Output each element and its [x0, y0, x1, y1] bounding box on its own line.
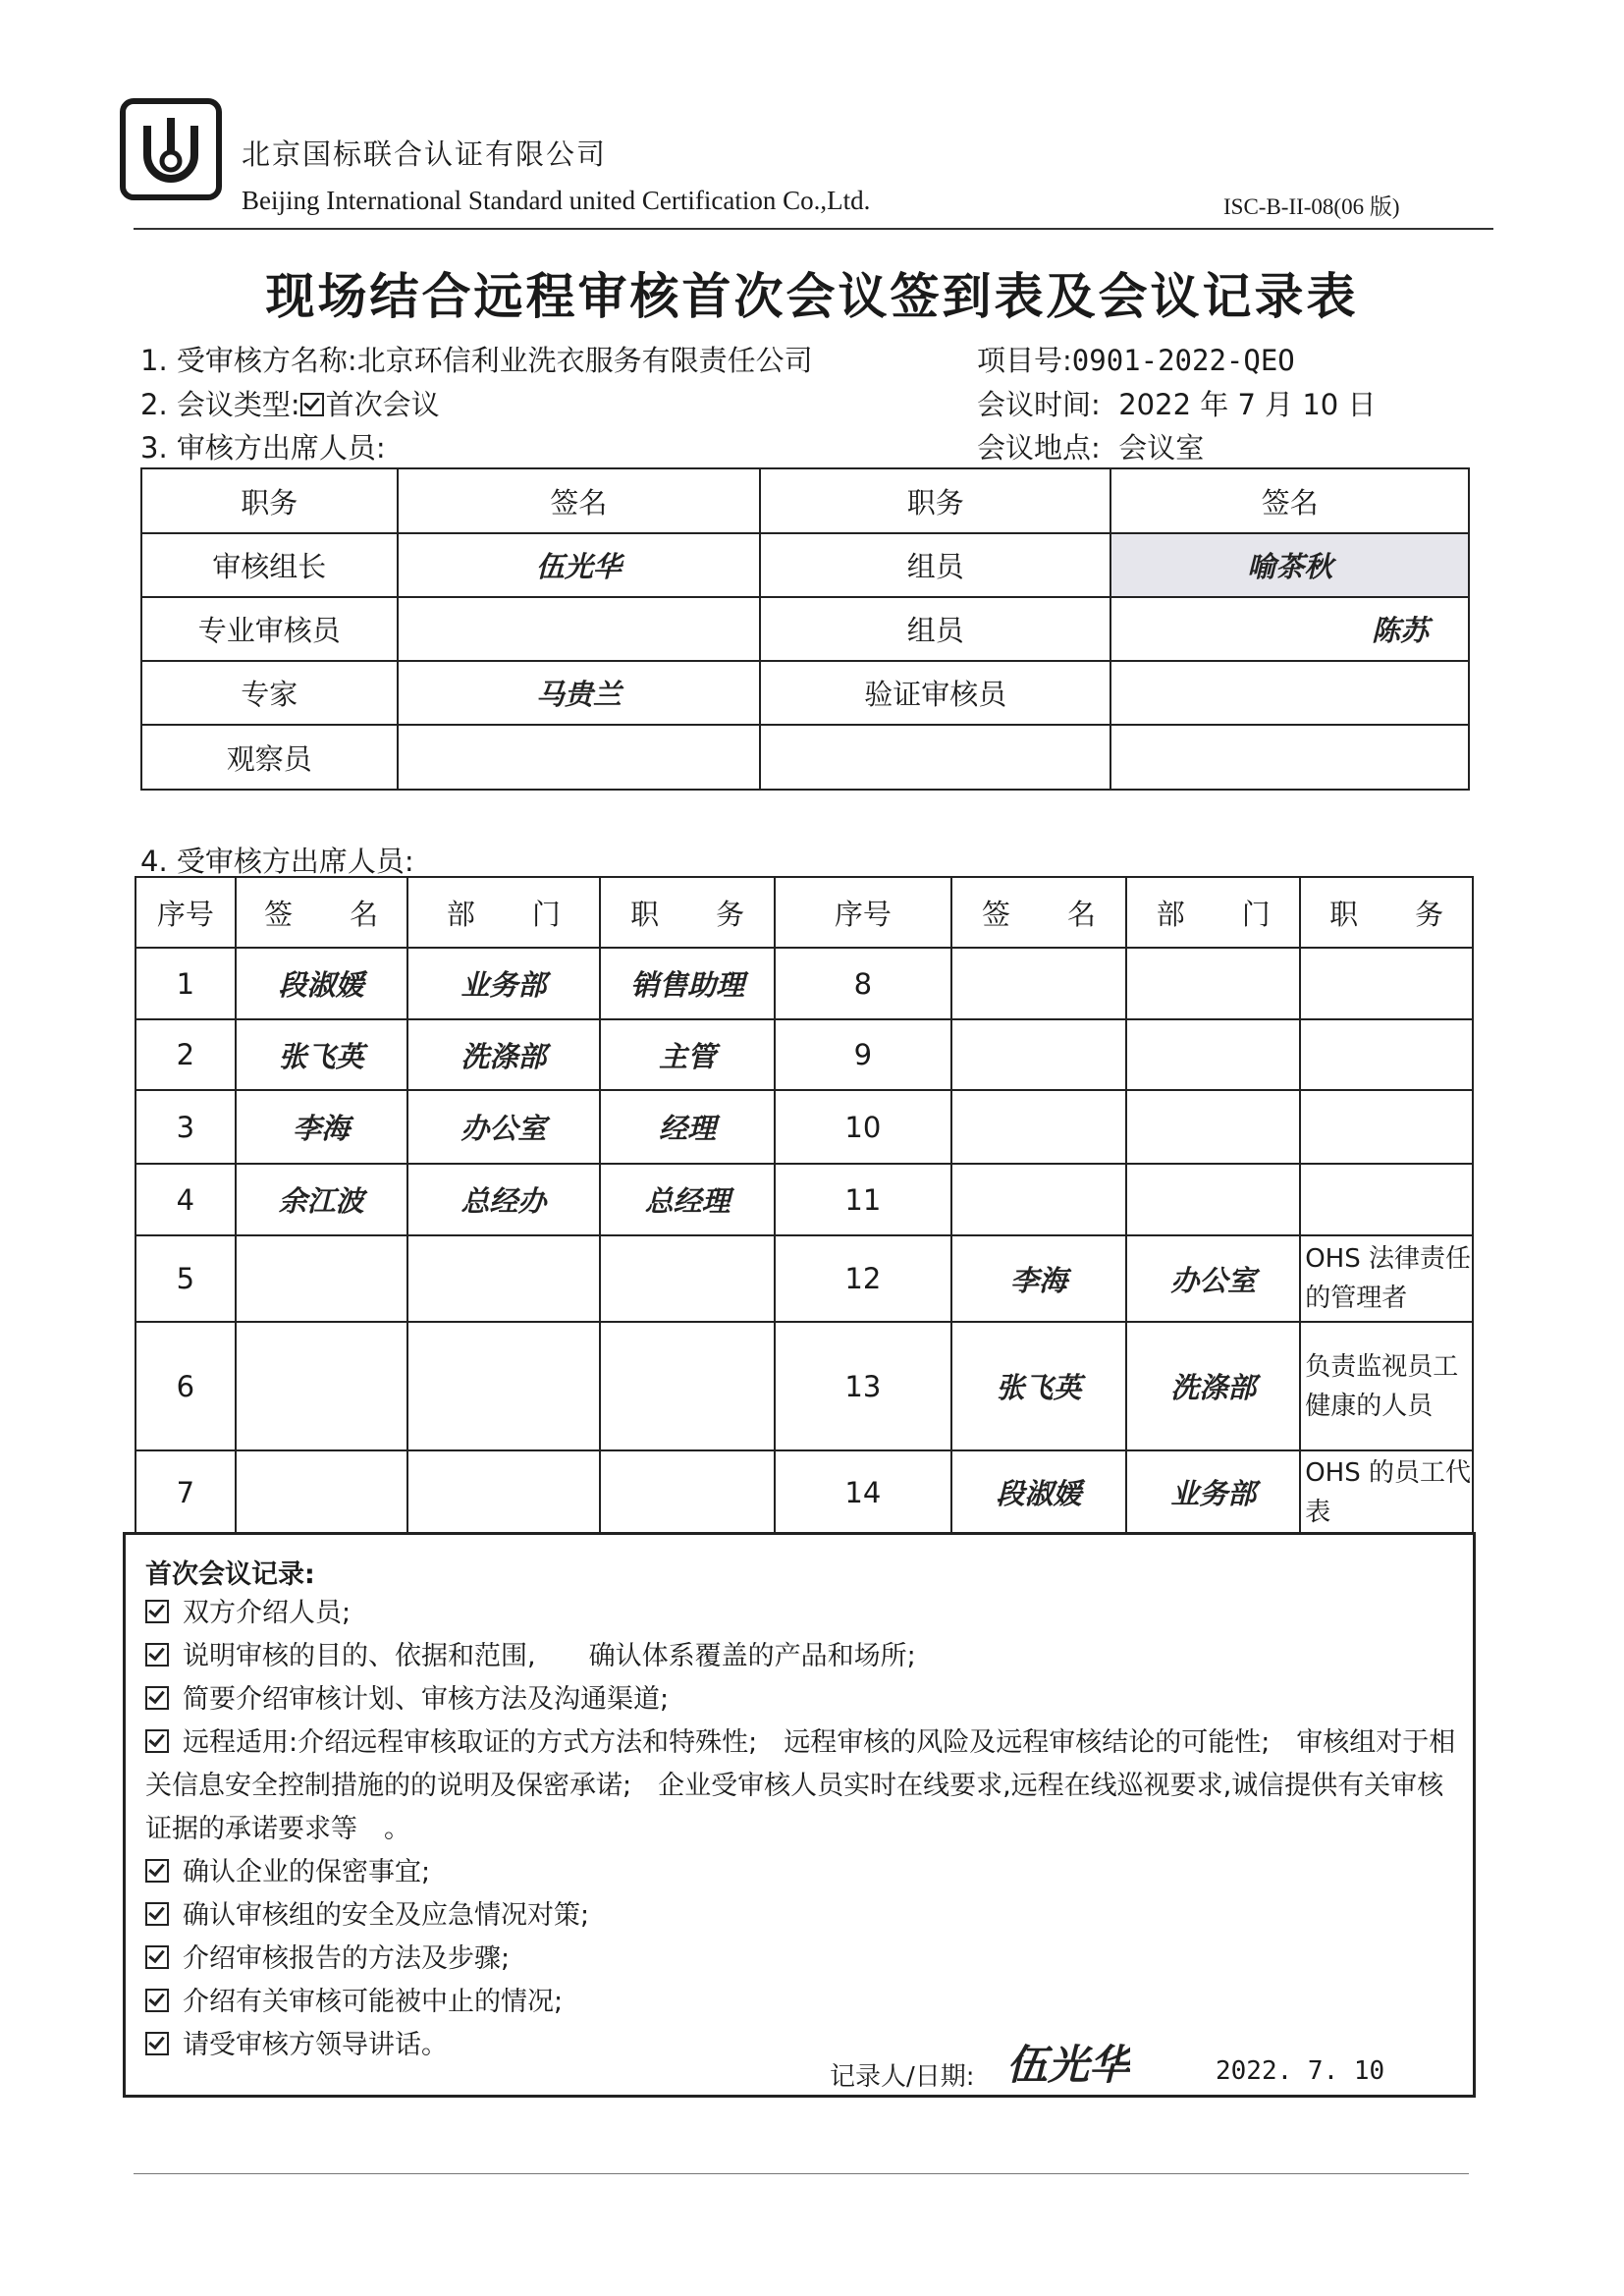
audit-team-table [140, 467, 1470, 791]
seq-cell: 4 [135, 1164, 236, 1235]
checkbox-checked-icon [145, 1902, 169, 1926]
header-signature: 签 名 [236, 877, 407, 948]
header-position: 职 务 [1300, 877, 1473, 948]
checkbox-checked-icon [145, 1945, 169, 1969]
checkbox-checked-icon [145, 1989, 169, 2012]
seq-cell: 13 [775, 1322, 951, 1450]
handwritten-department [1126, 948, 1300, 1019]
handwritten-department: 办公室 [407, 1090, 601, 1164]
meeting-place-line [977, 426, 1204, 466]
seq-cell: 14 [775, 1450, 951, 1534]
handwritten-department [1126, 1090, 1300, 1164]
seq-cell: 11 [775, 1164, 951, 1235]
auditor-attendees-label: 3. 审核方出席人员: [140, 431, 386, 465]
role-cell: 专业审核员 [141, 597, 398, 661]
company-logo [120, 98, 222, 200]
handwritten-department: 业务部 [407, 948, 601, 1019]
handwritten-signature: 李海 [951, 1235, 1127, 1322]
handwritten-signature [236, 1322, 407, 1450]
handwritten-position: 经理 [600, 1090, 775, 1164]
handwritten-signature: 余江波 [236, 1164, 407, 1235]
handwritten-department: 洗涤部 [1126, 1322, 1300, 1450]
handwritten-position [600, 1235, 775, 1322]
project-label: 项目号: [977, 344, 1072, 377]
position-cell: 负责监视员工健康的人员 [1300, 1322, 1473, 1450]
checkbox-checked-icon [145, 2032, 169, 2055]
record-item [145, 1678, 1461, 1722]
auditee-attendees-label: 4. 受审核方出席人员: [140, 845, 414, 878]
recorder-label: 记录人/日期: [830, 2062, 975, 2092]
table-row [141, 661, 1469, 725]
auditee-label: 1. 受审核方名称: [140, 344, 357, 377]
table-row [135, 1090, 1473, 1164]
handwritten-position: 总经理 [600, 1164, 775, 1235]
handwritten-signature: 喻茶秋 [1110, 533, 1469, 597]
header-signature: 签 名 [951, 877, 1127, 948]
auditee-line [140, 339, 813, 379]
handwritten-department: 洗涤部 [407, 1019, 601, 1090]
record-item [145, 1722, 1461, 1851]
meeting-records-box [123, 1532, 1476, 2098]
record-text: 确认企业的保密事宜; [183, 1857, 431, 1887]
header-seq: 序号 [775, 877, 951, 948]
seq-cell: 9 [775, 1019, 951, 1090]
checkbox-checked-icon [300, 393, 324, 416]
checkbox-checked-icon [145, 1729, 169, 1753]
record-text: 说明审核的目的、依据和范围, 确认体系覆盖的产品和场所; [183, 1641, 916, 1671]
role-cell: 组员 [760, 597, 1110, 661]
position-cell [1300, 1090, 1473, 1164]
handwritten-signature [1110, 725, 1469, 790]
checkbox-checked-icon [145, 1859, 169, 1883]
seq-cell: 7 [135, 1450, 236, 1534]
handwritten-signature: 张飞英 [951, 1322, 1127, 1450]
table-row [141, 725, 1469, 790]
handwritten-position: 主管 [600, 1019, 775, 1090]
meeting-type-value: 首次会议 [325, 388, 440, 421]
record-item [145, 1592, 1461, 1635]
table-row [135, 1019, 1473, 1090]
handwritten-department [407, 1235, 601, 1322]
handwritten-signature [236, 1235, 407, 1322]
checkbox-checked-icon [145, 1686, 169, 1710]
header-divider [134, 228, 1493, 230]
meeting-place-value: 会议室 [1118, 431, 1205, 465]
meeting-type-line [140, 383, 440, 423]
seq-cell: 5 [135, 1235, 236, 1322]
table-header-row [135, 877, 1473, 948]
document-number: ISC-B-II-08(06 版) [1223, 194, 1400, 219]
handwritten-signature [951, 948, 1127, 1019]
handwritten-signature [951, 1090, 1127, 1164]
checkbox-checked-icon [145, 1600, 169, 1623]
handwritten-department [407, 1322, 601, 1450]
handwritten-signature: 陈苏 [1110, 597, 1469, 661]
recorder-date: 2022. 7. 10 [1216, 2056, 1385, 2086]
handwritten-signature [951, 1164, 1127, 1235]
company-name-en: Beijing International Standard united Certification Co.,Ltd. [242, 186, 871, 215]
company-name-cn: 北京国标联合认证有限公司 [242, 137, 608, 171]
handwritten-department [407, 1450, 601, 1534]
role-cell: 专家 [141, 661, 398, 725]
role-cell: 审核组长 [141, 533, 398, 597]
meeting-time-label: 会议时间: [977, 388, 1101, 421]
records-heading: 首次会议记录: [145, 1559, 315, 1590]
handwritten-department: 业务部 [1126, 1450, 1300, 1534]
record-text: 简要介绍审核计划、审核方法及沟通渠道; [183, 1684, 670, 1715]
seq-cell: 10 [775, 1090, 951, 1164]
seq-cell: 8 [775, 948, 951, 1019]
record-item [145, 1851, 1461, 1894]
role-cell: 观察员 [141, 725, 398, 790]
handwritten-position [600, 1450, 775, 1534]
header-seq: 序号 [135, 877, 236, 948]
table-row [135, 1164, 1473, 1235]
handwritten-signature [398, 597, 760, 661]
record-text: 介绍审核报告的方法及步骤; [183, 1943, 511, 1974]
role-cell: 验证审核员 [760, 661, 1110, 725]
meeting-type-label: 2. 会议类型: [140, 388, 300, 421]
header-position: 职 务 [600, 877, 775, 948]
header-role: 职务 [760, 468, 1110, 533]
seq-cell: 3 [135, 1090, 236, 1164]
handwritten-department [1126, 1019, 1300, 1090]
seq-cell: 1 [135, 948, 236, 1019]
record-text: 请受审核方领导讲话。 [183, 2030, 448, 2060]
auditee-name: 北京环信利业洗衣服务有限责任公司 [356, 344, 813, 377]
handwritten-signature [398, 725, 760, 790]
handwritten-signature: 马贵兰 [398, 661, 760, 725]
record-item [145, 1635, 1461, 1678]
handwritten-signature [1110, 661, 1469, 725]
footer-divider [134, 2173, 1469, 2174]
position-cell [1300, 948, 1473, 1019]
record-text: 远程适用:介绍远程审核取证的方式方法和特殊性; 远程审核的风险及远程审核结论的可能性; 审核组对于相关信息安全控制措施的的说明及保密承诺; 企业受审核人员实时在线要求,远程在线巡视要求,诚信提供有关审核证据的承诺要求等 。 [145, 1727, 1456, 1844]
record-text: 双方介绍人员; [183, 1598, 352, 1628]
table-row [135, 1235, 1473, 1322]
seq-cell: 6 [135, 1322, 236, 1450]
record-text: 介绍有关审核可能被中止的情况; [183, 1987, 564, 2017]
record-text: 确认审核组的安全及应急情况对策; [183, 1900, 590, 1931]
table-row [135, 1322, 1473, 1450]
table-row [135, 948, 1473, 1019]
table-row [141, 597, 1469, 661]
position-cell: OHS 的员工代表 [1300, 1450, 1473, 1534]
header-role: 职务 [141, 468, 398, 533]
meeting-time-value: 2022 年 7 月 10 日 [1118, 388, 1377, 421]
project-number: 0901-2022-QEO [1071, 344, 1295, 377]
handwritten-signature: 李海 [236, 1090, 407, 1164]
table-row [141, 533, 1469, 597]
position-cell [1300, 1019, 1473, 1090]
header-signature: 签名 [1110, 468, 1469, 533]
handwritten-department: 总经办 [407, 1164, 601, 1235]
header-signature: 签名 [398, 468, 760, 533]
table-header-row [141, 468, 1469, 533]
table-row [135, 1450, 1473, 1534]
handwritten-signature: 张飞英 [236, 1019, 407, 1090]
handwritten-department [1126, 1164, 1300, 1235]
auditee-attendees-table [135, 876, 1474, 1535]
checkbox-checked-icon [145, 1643, 169, 1667]
handwritten-position: 销售助理 [600, 948, 775, 1019]
record-item [145, 1894, 1461, 1938]
record-item [145, 1938, 1461, 1981]
page-title: 现场结合远程审核首次会议签到表及会议记录表 [265, 268, 1359, 325]
record-item [145, 1981, 1461, 2024]
handwritten-signature: 段淑媛 [236, 948, 407, 1019]
role-cell [760, 725, 1110, 790]
header-department: 部 门 [407, 877, 601, 948]
header-department: 部 门 [1126, 877, 1300, 948]
meeting-place-label: 会议地点: [977, 431, 1101, 465]
handwritten-signature: 伍光华 [398, 533, 760, 597]
meeting-time-line [977, 383, 1376, 423]
handwritten-department: 办公室 [1126, 1235, 1300, 1322]
handwritten-signature [951, 1019, 1127, 1090]
handwritten-signature: 段淑媛 [951, 1450, 1127, 1534]
role-cell: 组员 [760, 533, 1110, 597]
seq-cell: 2 [135, 1019, 236, 1090]
project-line [977, 339, 1295, 379]
position-cell [1300, 1164, 1473, 1235]
position-cell: OHS 法律责任的管理者 [1300, 1235, 1473, 1322]
recorder-signature: 伍光华 [1006, 2041, 1131, 2089]
handwritten-position [600, 1322, 775, 1450]
handwritten-signature [236, 1450, 407, 1534]
seq-cell: 12 [775, 1235, 951, 1322]
